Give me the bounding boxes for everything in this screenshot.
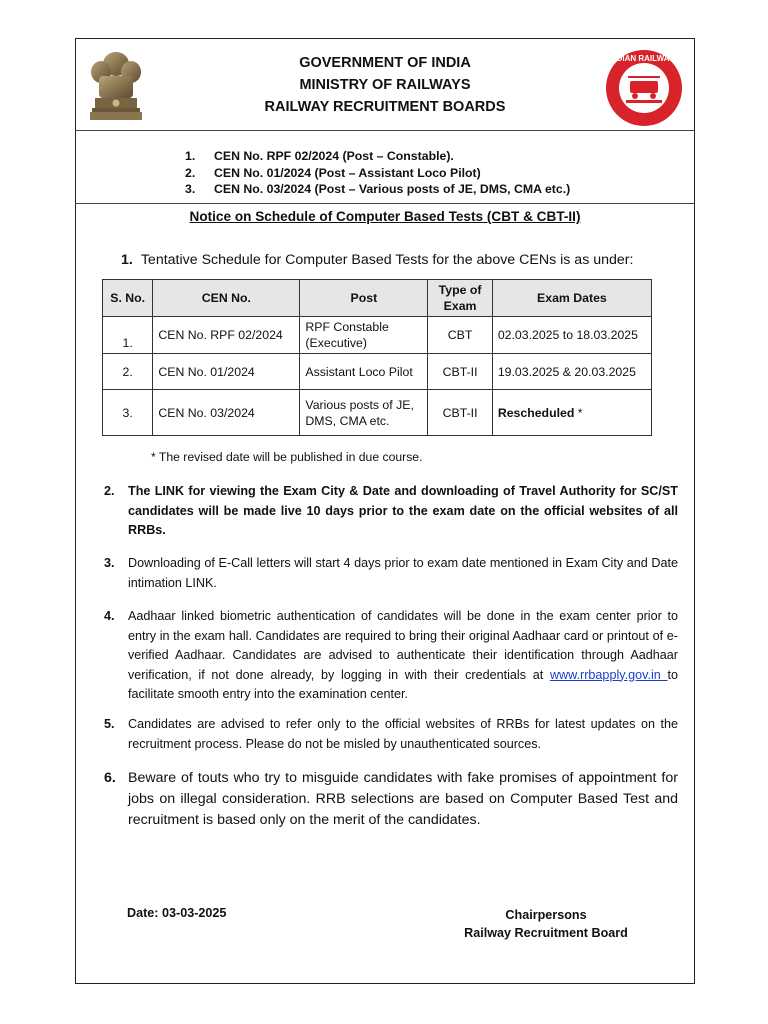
- header-divider: [75, 130, 695, 131]
- svg-text:INDIAN RAILWAYS: INDIAN RAILWAYS: [608, 54, 680, 63]
- column-header: Exam Dates: [492, 280, 651, 317]
- header-title: [200, 52, 570, 118]
- table-row: 2. CEN No. 01/2024 Assistant Loco Pilot CBT-II 19.03.2025 & 20.03.2025: [103, 354, 652, 390]
- column-header: Type of Exam: [428, 280, 492, 317]
- header-line-rrb: RAILWAY RECRUITMENT BOARDS: [264, 99, 506, 115]
- list-item: 3. CEN No. 03/2024 (Post – Various posts of JE, DMS, CMA etc.): [185, 182, 571, 196]
- schedule-table: [102, 279, 652, 436]
- rescheduled-label: Rescheduled: [497, 405, 575, 420]
- column-header: S. No.: [103, 280, 153, 317]
- cen-list-divider: [75, 203, 695, 204]
- indian-railways-logo-icon: [598, 47, 690, 129]
- table-row: 1. CEN No. RPF 02/2024 RPF Constable (Executive) CBT 02.03.2025 to 18.03.2025: [103, 317, 652, 354]
- notice-title: Notice on Schedule of Computer Based Tests (CBT & CBT-II): [189, 209, 581, 224]
- footnote: * The revised date will be published in due course.: [151, 450, 423, 464]
- list-item: 1. CEN No. RPF 02/2024 (Post – Constable).: [185, 149, 454, 163]
- table-header-row: [103, 280, 652, 317]
- header-line-ministry: MINISTRY OF RAILWAYS: [299, 77, 471, 93]
- list-item: 2. CEN No. 01/2024 (Post – Assistant Loco Pilot): [185, 165, 481, 180]
- cen-list: [185, 148, 570, 198]
- column-header: Post: [300, 280, 428, 317]
- list-item: 5. Candidates are advised to refer only to the official websites of RRBs for latest updates on the recruitment process. Please do not be misled by unauthenticated sources.: [104, 717, 678, 751]
- national-emblem-icon: [87, 48, 145, 124]
- column-header: CEN No.: [153, 280, 300, 317]
- paragraph-1: 1. Tentative Schedule for Computer Based Tests for the above CENs is as under:: [121, 252, 634, 268]
- header-line-government: GOVERNMENT OF INDIA: [299, 55, 471, 71]
- signatory: Chairpersons Railway Recruitment Board: [464, 908, 628, 940]
- list-item: 3. Downloading of E-Call letters will start 4 days prior to exam date mentioned in Exam City and Date intimation LINK.: [104, 556, 678, 590]
- list-item: 6. Beware of touts who try to misguide candidates with fake promises of appointment for jobs on illegal consideration. RRB selections are based on Computer Based Test and recruitment is based only on the merit of the candidates.: [104, 770, 678, 828]
- list-item: 4. Aadhaar linked biometric authentication of candidates will be done in the exam center prior to entry in the exam hall. Candidates are required to bring their original Aadhaar card or printout of e-verified Aadhaar. Candidates are advised to authenticate their identification through Aadhaar verification, if not done already, by logging in with their credentials at www.rrbapply.gov.in to facilitate smooth entry into the examination center.: [104, 609, 679, 701]
- table-row: 3. CEN No. 03/2024 Various posts of JE, DMS, CMA etc. CBT-II Rescheduled *: [103, 390, 652, 436]
- list-item: 2. The LINK for viewing the Exam City & Date and downloading of Travel Authority for SC/ST candidates will be made live 10 days prior to the exam date on the official websites of all RRBs.: [104, 484, 678, 537]
- notice-date: Date: 03-03-2025: [127, 906, 227, 920]
- rrbapply-link[interactable]: www.rrbapply.gov.in: [549, 667, 668, 682]
